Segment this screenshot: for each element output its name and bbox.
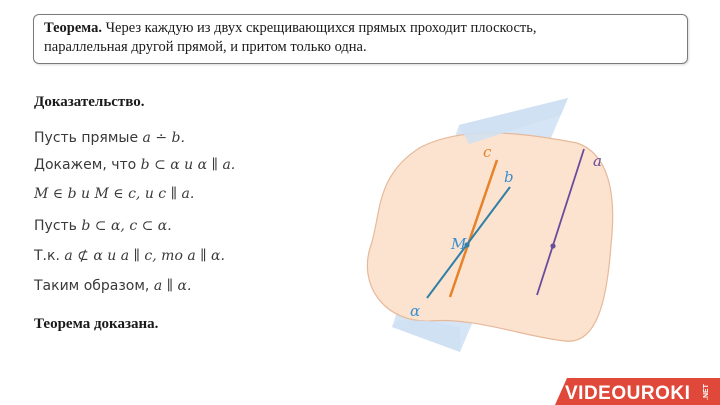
proof-step-math: a ⊄ α и a ∥ c, то a ∥ α. [64,248,225,264]
proof-title: Доказательство. [34,94,145,110]
proof-step-math: M ∈ b и M ∈ c, и c ∥ a. [34,186,195,202]
label-a: a [593,152,602,170]
proof-step-text: Т.к. [34,248,65,264]
proof-step-6 [34,278,191,294]
proof-step-5 [34,248,225,264]
label-c: c [483,143,492,161]
proof-conclusion: Теорема доказана. [34,316,159,332]
proof-step-text: Докажем, что [34,157,141,173]
proof-step-text: Пусть [34,218,82,234]
label-b: b [504,168,514,186]
theorem-text-1: Через каждую из двух скрещивающихся прямых проходит плоскость, [105,20,537,36]
proof-step-math: b ⊂ α, c ⊂ α. [81,218,172,234]
proof-step-math: a ∸ b. [142,130,185,146]
theorem-text-2: параллельная другой прямой, и притом только одна. [44,39,367,55]
theorem-box [33,14,688,64]
proof-step-math: b ⊂ α и α ∥ a. [140,157,236,173]
plane-back-shape [367,133,612,341]
theorem-line-1 [44,19,677,38]
proof-step-2 [34,157,235,173]
proof-step-4 [34,218,172,234]
logo-suffix: .NET [703,384,710,400]
point-on-line-a [550,243,555,248]
proof-step-math: a ∥ α. [153,278,192,294]
theorem-title: Теорема. [44,20,102,36]
proof-step-text: Таким образом, [34,278,154,294]
videouroki-logo [555,378,720,405]
label-alpha: α [410,302,421,320]
proof-step-text: Пусть прямые [34,130,143,146]
label-m: M [451,235,467,253]
proof-step-3 [34,186,194,202]
geometry-figure [355,95,625,355]
logo-text: VIDEOUROKI [565,383,691,404]
proof-step-1 [34,130,185,146]
